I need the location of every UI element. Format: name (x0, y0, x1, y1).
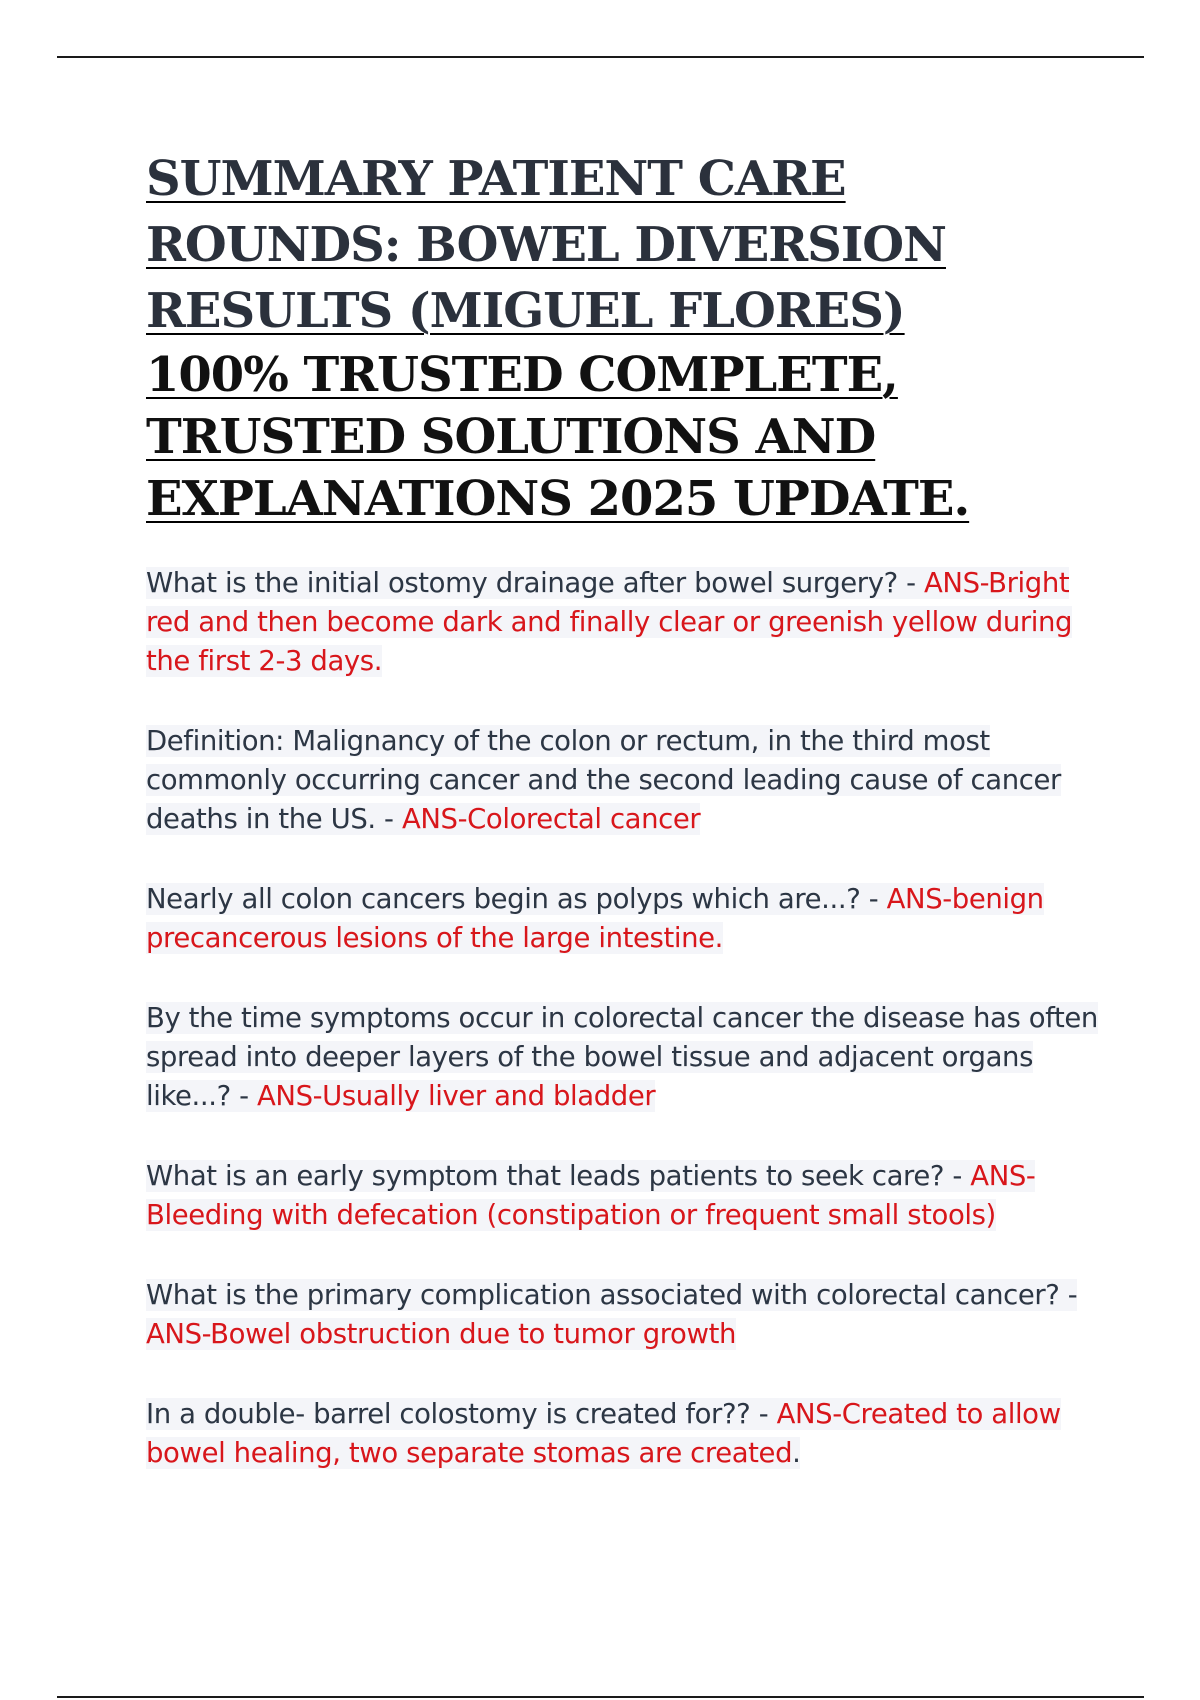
question-text: In a double- barrel colostomy is created for?? - (146, 1398, 777, 1430)
qa-item (146, 880, 1106, 958)
qa-item (146, 722, 1106, 839)
qa-item (146, 1395, 1106, 1473)
answer-text: ANS-benign precancerous lesions of the large intestine. (146, 883, 1044, 954)
document-body (146, 146, 1106, 1514)
answer-text: ANS-Usually liver and bladder (256, 1080, 656, 1112)
question-text: Nearly all colon cancers begin as polyps which are...? - (146, 883, 887, 915)
question-text: Definition: Malignancy of the colon or rectum, in the third most commonly occurring cancer and the second leading cause of cancer deaths in the US. - (146, 725, 1061, 835)
bottom-rule (57, 1696, 1144, 1698)
document-title (146, 146, 1106, 530)
answer-text: ANS-Colorectal cancer (401, 803, 701, 835)
title-line: TRUSTED SOLUTIONS AND (146, 409, 876, 465)
answer-tail: . (792, 1437, 801, 1469)
answer-text: ANS-Bleeding with defecation (constipation or frequent small stools) (146, 1160, 1036, 1231)
qa-item (146, 1276, 1106, 1354)
qa-item (146, 999, 1106, 1116)
qa-list (146, 564, 1106, 1473)
question-text: By the time symptoms occur in colorectal cancer the disease has often spread into deeper layers of the bowel tissue and adjacent organs like...? - (146, 1002, 1098, 1112)
top-rule (57, 56, 1144, 58)
title-line: RESULTS (MIGUEL FLORES) (146, 283, 905, 339)
answer-text: ANS-Bright red and then become dark and finally clear or greenish yellow during the first 2-3 days. (146, 567, 1073, 677)
qa-item (146, 1157, 1106, 1235)
title-line: ROUNDS: BOWEL DIVERSION (146, 217, 946, 273)
answer-text: ANS-Created to allow bowel healing, two separate stomas are created (146, 1398, 1061, 1469)
title-line: EXPLANATIONS 2025 UPDATE. (146, 471, 970, 527)
title-line: 100% TRUSTED COMPLETE, (146, 347, 898, 403)
question-text: What is the initial ostomy drainage after bowel surgery? - (146, 567, 924, 599)
question-text: What is an early symptom that leads patients to seek care? - (146, 1160, 971, 1192)
answer-text: ANS-Bowel obstruction due to tumor growth (146, 1318, 736, 1350)
qa-item (146, 564, 1106, 681)
title-line: SUMMARY PATIENT CARE (146, 151, 846, 207)
question-text: What is the primary complication associated with colorectal cancer? - (146, 1279, 1078, 1311)
